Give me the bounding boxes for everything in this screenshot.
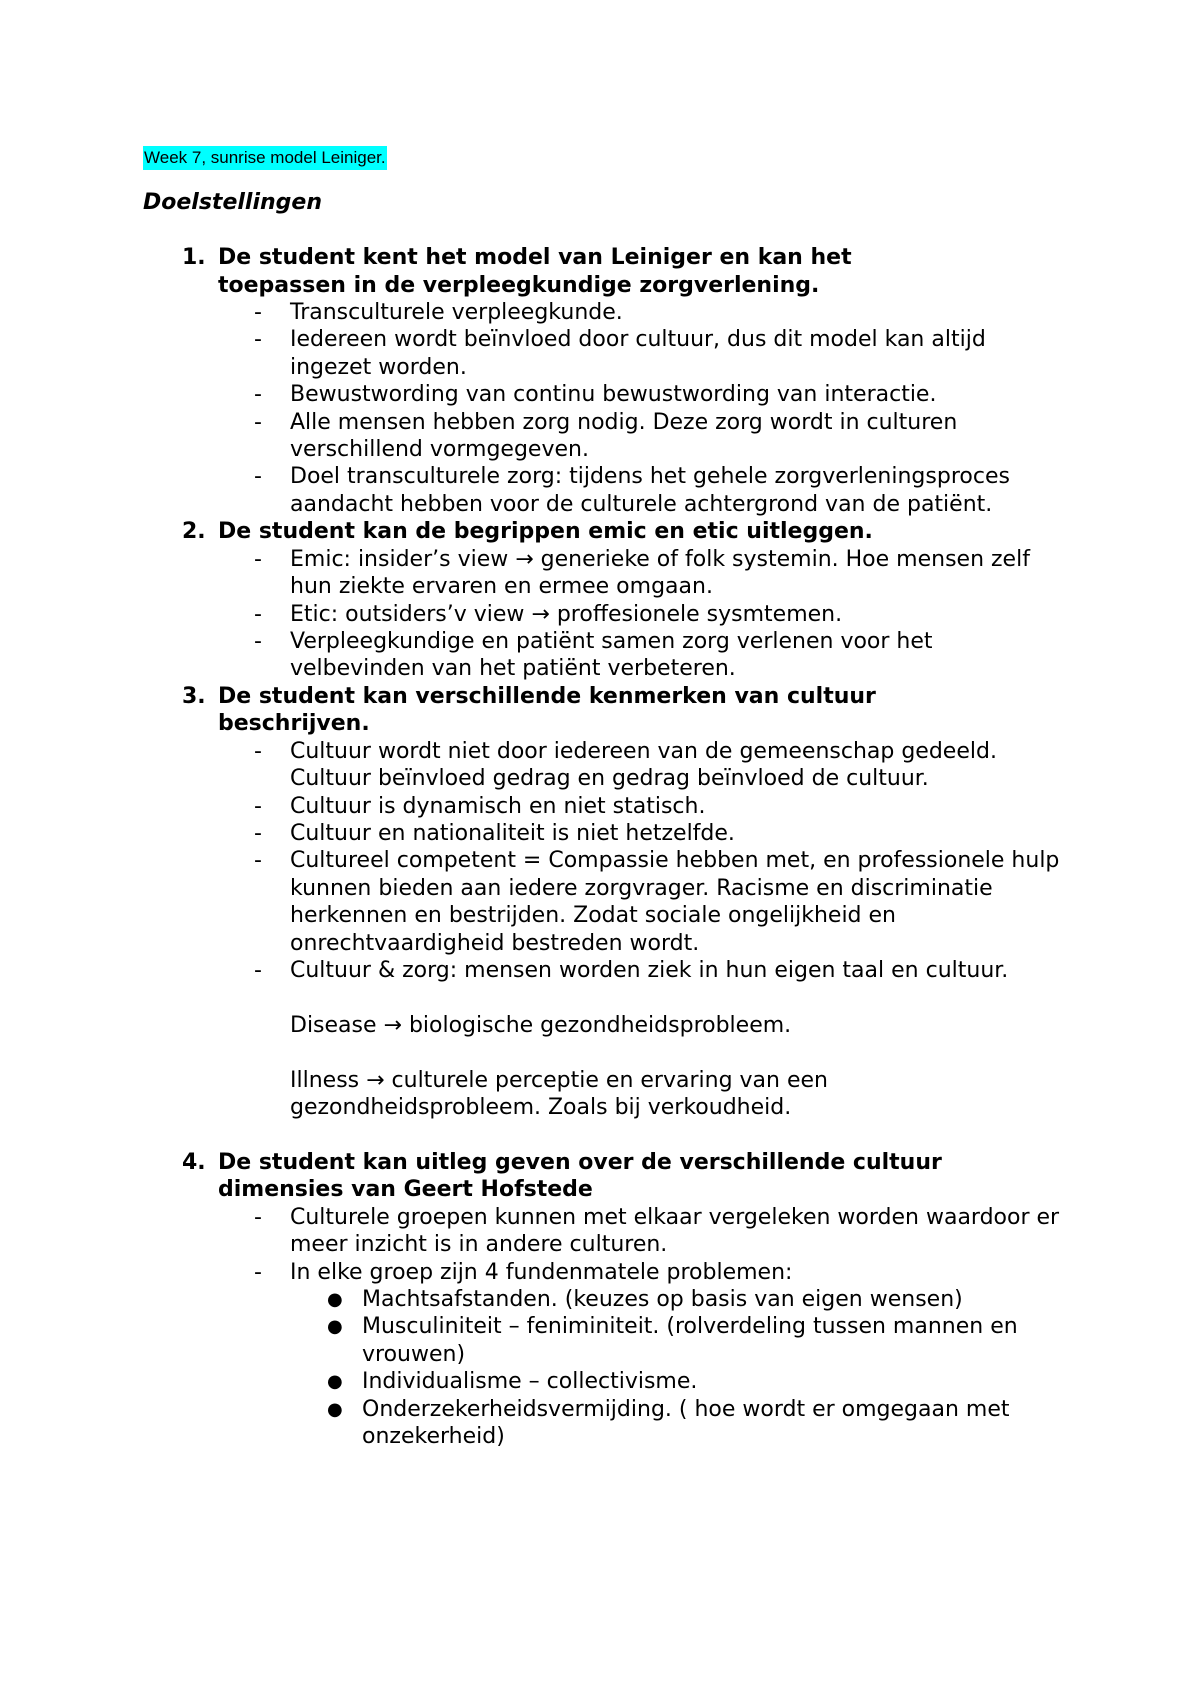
bullet-item: - Cultuur & zorg: mensen worden ziek in hun eigen taal en cultuur. [254, 958, 1009, 984]
bullet-dot-icon: ● [327, 1398, 343, 1420]
objective-item-3 [0, 683, 1200, 1149]
objective-number: 2. [182, 519, 206, 545]
objective-number: 4. [182, 1149, 206, 1175]
week-label: Week 7, sunrise model Leiniger. [143, 146, 387, 170]
objective-number: 1. [182, 245, 206, 270]
bullet-item: - Bewustwording van continu bewustwording van interactie. [254, 382, 937, 408]
sub-bullet-item: ● Machtsafstanden. (keuzes op basis van eigen wensen) [327, 1287, 963, 1313]
bullet-item: - Culturele groepen kunnen met elkaar vergeleken worden waardoor er meer inzicht is in andere culturen. [254, 1204, 1060, 1258]
objective-title: De student kent het model van Leiniger en kan het toepassen in de verpleegkundige zorgverlening. [218, 245, 852, 298]
bullet-item: - Transculturele verpleegkunde. [254, 300, 623, 325]
objective-item-2 [0, 518, 1200, 683]
bullet-item: - Verpleegkundige en patiënt samen zorg verlenen voor het velbevinden van het patiënt verbeteren. [254, 628, 933, 682]
illness-note: Illness → culturele perceptie en ervaring van een gezondheidsprobleem. Zoals bij verkoudheid. [290, 1067, 828, 1121]
bullet-item: - Etic: outsiders’v view → proffesionele sysmtemen. [254, 601, 843, 627]
objective-title: De student kan uitleg geven over de verschillende cultuur dimensies van Geert Hofstede [218, 1149, 942, 1203]
bullet-item: - Cultuur wordt niet door iedereen van de gemeenschap gedeeld. Cultuur beïnvloed gedrag en gedrag beïnvloed de cultuur. [254, 738, 997, 792]
sub-bullet-item: ● Musculiniteit – feniminiteit. (rolverdeling tussen mannen en vrouwen) [327, 1314, 1018, 1367]
bullet-dot-icon: ● [327, 1371, 343, 1393]
bullet-item: - Emic: insider’s view → generieke of folk systemin. Hoe mensen zelf hun ziekte ervaren en ermee omgaan. [254, 546, 1030, 600]
bullet-item: - Cultureel competent = Compassie hebben met, en professionele hulp kunnen bieden aan iedere zorgvrager. Racisme en discriminatie herkennen en bestrijden. Zodat sociale ongelijkheid en onrechtvaardigheid bestreden wordt. [254, 848, 1060, 956]
sub-bullet-item: ● Individualisme – collectivisme. [327, 1369, 698, 1395]
bullet-item: - In elke groep zijn 4 fundenmatele problemen: [254, 1259, 793, 1285]
sub-bullet-item: ● Onderzekerheidsvermijding. ( hoe wordt er omgegaan met onzekerheid) [327, 1396, 1010, 1450]
doelstellingen-heading: Doelstellingen [143, 190, 322, 215]
bullet-dot-icon: ● [327, 1289, 343, 1311]
objective-item-4 [0, 1149, 1200, 1451]
objective-title: De student kan verschillende kenmerken van cultuur beschrijven. [218, 683, 876, 737]
bullet-item: - Cultuur is dynamisch en niet statisch. [254, 793, 706, 819]
bullet-dot-icon: ● [327, 1316, 343, 1338]
objectives-list [0, 244, 1200, 1450]
disease-note: Disease → biologische gezondheidsprobleem. [290, 1012, 792, 1038]
objective-item-1 [0, 244, 1200, 518]
bullet-item: - Doel transculturele zorg: tijdens het gehele zorgverleningsproces aandacht hebben voor de culturele achtergrond van de patiënt. [254, 464, 1010, 517]
objective-number: 3. [182, 683, 206, 709]
bullet-item: - Alle mensen hebben zorg nodig. Deze zorg wordt in culturen verschillend vormgegeven. [254, 409, 958, 463]
bullet-item: - Cultuur en nationaliteit is niet hetzelfde. [254, 821, 735, 846]
objective-title: De student kan de begrippen emic en etic uitleggen. [218, 519, 873, 545]
bullet-item: - Iedereen wordt beïnvloed door cultuur, dus dit model kan altijd ingezet worden. [254, 327, 986, 380]
